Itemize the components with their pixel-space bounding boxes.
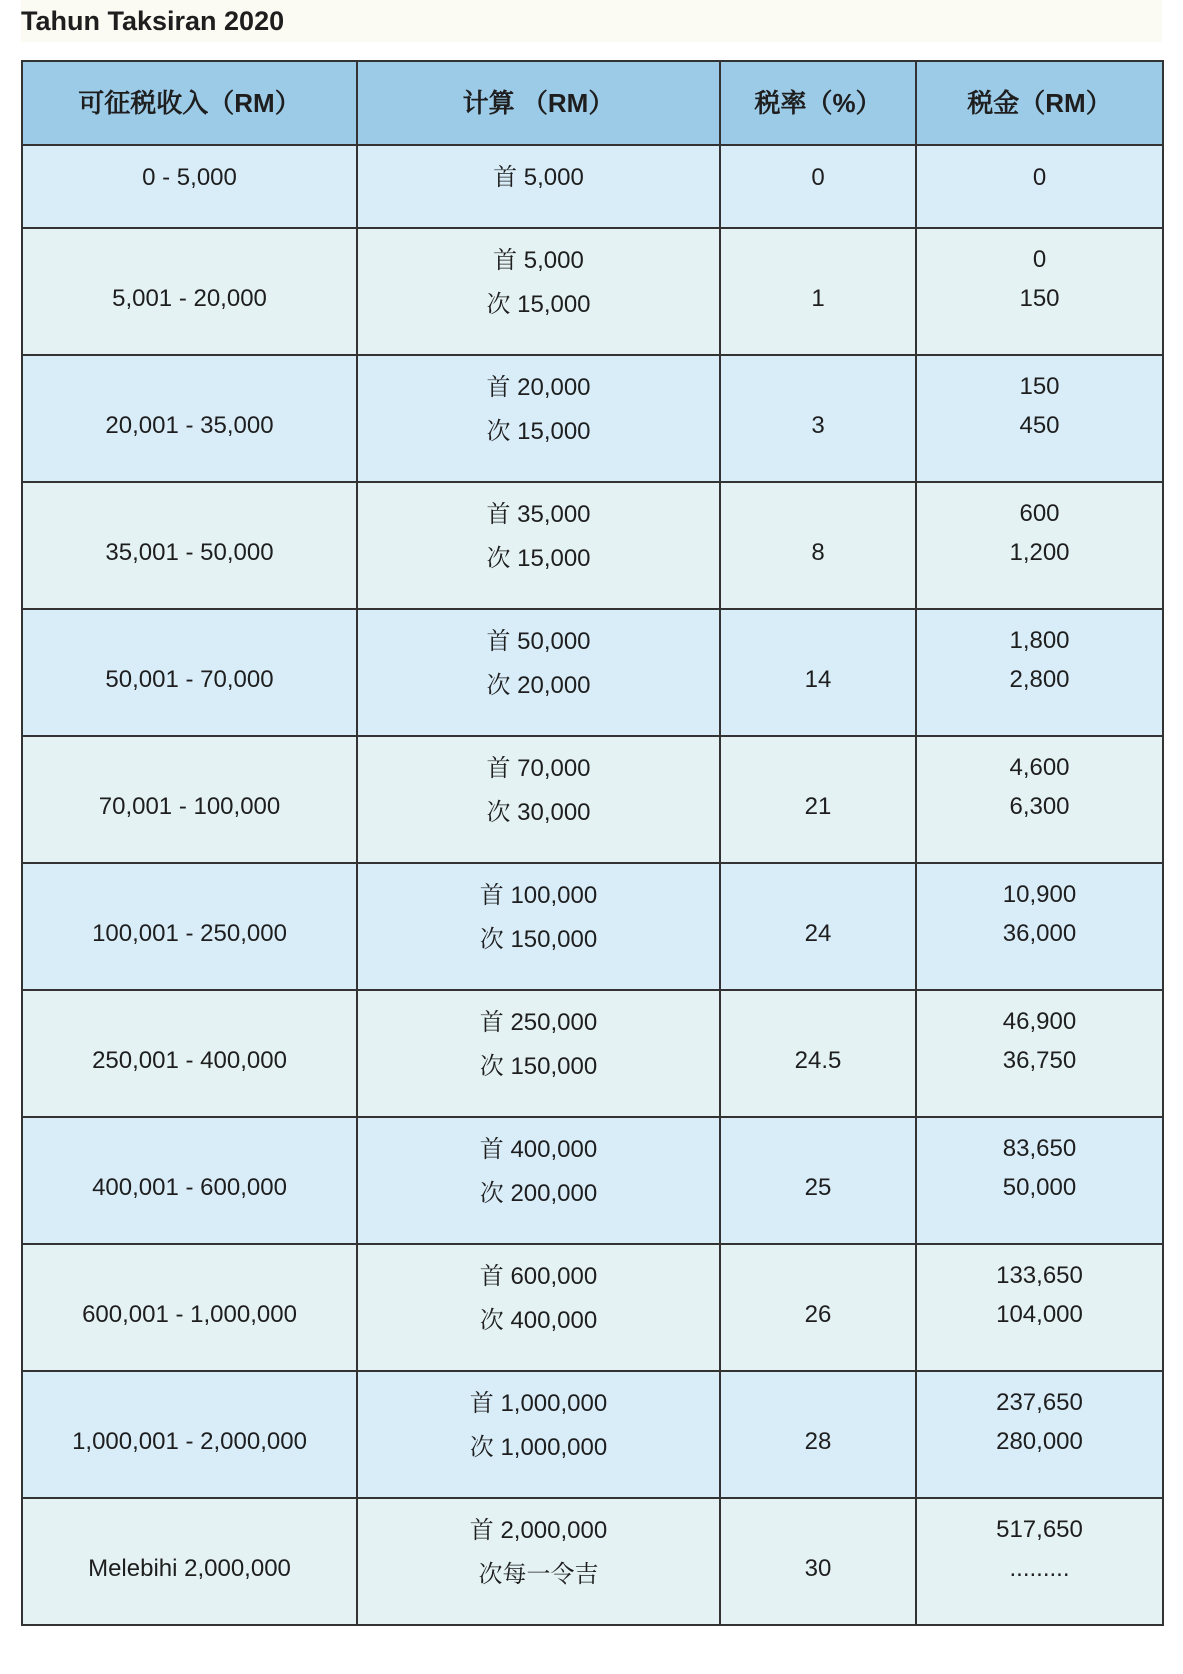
calculation-first-line: 首 250,000 <box>479 1009 598 1036</box>
tax-rate-cell: 25 <box>720 1117 916 1244</box>
calculation-first-line: 首 20,000 <box>486 374 591 401</box>
taxable-income-cell: 70,001 - 100,000 <box>22 736 357 863</box>
taxable-income-cell: 0 - 5,000 <box>22 145 357 228</box>
table-row <box>22 228 1163 355</box>
tax-amount-first-line: 133,650 <box>996 1262 1083 1289</box>
tax-amount-next-line: 6,300 <box>1009 793 1070 820</box>
calculation-cell <box>357 736 720 863</box>
tax-rate-cell: 24.5 <box>720 990 916 1117</box>
tax-amount-cell <box>916 609 1163 736</box>
table-row <box>22 355 1163 482</box>
tax-amount-next-line: 450 <box>1019 412 1060 439</box>
tax-amount-first-line: 517,650 <box>996 1516 1083 1543</box>
tax-amount-cell <box>916 1117 1163 1244</box>
calculation-cell <box>357 145 720 228</box>
tax-amount-next-line: 36,750 <box>1002 1047 1077 1074</box>
taxable-income-cell: 35,001 - 50,000 <box>22 482 357 609</box>
tax-amount-first-line: 10,900 <box>1002 881 1077 908</box>
calculation-first-line: 首 100,000 <box>479 882 598 909</box>
tax-rate-cell: 28 <box>720 1371 916 1498</box>
calculation-first-line: 首 600,000 <box>479 1263 598 1290</box>
calculation-cell <box>357 863 720 990</box>
tax-amount-cell <box>916 482 1163 609</box>
tax-rate-cell: 21 <box>720 736 916 863</box>
calculation-first-line: 首 50,000 <box>486 628 591 655</box>
tax-rate-table <box>21 60 1164 1626</box>
tax-rate-cell: 26 <box>720 1244 916 1371</box>
table-row <box>22 609 1163 736</box>
tax-amount-first-line: 150 <box>1019 373 1060 400</box>
calculation-cell <box>357 990 720 1117</box>
taxable-income-cell: 1,000,001 - 2,000,000 <box>22 1371 357 1498</box>
tax-amount-first-line: 1,800 <box>1009 627 1070 654</box>
calculation-first-line: 首 70,000 <box>486 755 591 782</box>
calculation-next-line: 次 15,000 <box>486 418 591 445</box>
calculation-next-line: 次 150,000 <box>479 1053 598 1080</box>
tax-amount-cell <box>916 1498 1163 1625</box>
tax-amount-first-line: 83,650 <box>1002 1135 1077 1162</box>
tax-amount-cell <box>916 228 1163 355</box>
table-header-row <box>22 61 1163 145</box>
calculation-next-line: 次 200,000 <box>479 1180 598 1207</box>
calculation-first-line: 首 35,000 <box>486 501 591 528</box>
table-row <box>22 863 1163 990</box>
taxable-income-cell: 20,001 - 35,000 <box>22 355 357 482</box>
tax-amount-next-line: 150 <box>1019 285 1060 312</box>
taxable-income-cell: 5,001 - 20,000 <box>22 228 357 355</box>
tax-amount-first-line: 237,650 <box>996 1389 1083 1416</box>
calculation-first-line: 首 2,000,000 <box>469 1517 608 1544</box>
table-row <box>22 482 1163 609</box>
table-row <box>22 736 1163 863</box>
tax-amount-next-line: 1,200 <box>1009 539 1070 566</box>
tax-amount-next-line: 104,000 <box>996 1301 1083 1328</box>
table-row <box>22 1498 1163 1625</box>
calculation-cell <box>357 228 720 355</box>
tax-rate-cell: 8 <box>720 482 916 609</box>
tax-rate-cell: 30 <box>720 1498 916 1625</box>
tax-amount-first-line: 46,900 <box>1002 1008 1077 1035</box>
calculation-first-line: 首 5,000 <box>493 247 584 274</box>
tax-amount-next-line: ......... <box>1009 1555 1070 1582</box>
tax-amount-next-line: 36,000 <box>1002 920 1077 947</box>
tax-amount-next-line: 50,000 <box>1002 1174 1077 1201</box>
taxable-income-cell: 100,001 - 250,000 <box>22 863 357 990</box>
table-row <box>22 1117 1163 1244</box>
calculation-first-line: 首 400,000 <box>479 1136 598 1163</box>
tax-amount-next-line: 2,800 <box>1009 666 1070 693</box>
taxable-income-cell: 400,001 - 600,000 <box>22 1117 357 1244</box>
tax-amount-cell <box>916 145 1163 228</box>
header-taxable-income: 可征税收入（RM） <box>22 61 357 145</box>
tax-rate-cell: 14 <box>720 609 916 736</box>
tax-amount-cell <box>916 990 1163 1117</box>
calculation-next-line: 次 15,000 <box>486 291 591 318</box>
calculation-next-line: 次 400,000 <box>479 1307 598 1334</box>
taxable-income-cell: 50,001 - 70,000 <box>22 609 357 736</box>
header-tax-amount: 税金（RM） <box>916 61 1163 145</box>
calculation-cell <box>357 609 720 736</box>
calculation-cell <box>357 355 720 482</box>
tax-amount-first-line: 0 <box>1032 163 1047 191</box>
table-row <box>22 990 1163 1117</box>
taxable-income-cell: Melebihi 2,000,000 <box>22 1498 357 1625</box>
calculation-cell <box>357 1371 720 1498</box>
tax-amount-first-line: 600 <box>1019 500 1060 527</box>
page-title: Tahun Taksiran 2020 <box>21 6 285 36</box>
calculation-next-line: 次 150,000 <box>479 926 598 953</box>
tax-rate-cell: 3 <box>720 355 916 482</box>
tax-rate-cell: 1 <box>720 228 916 355</box>
tax-amount-next-line: 280,000 <box>996 1428 1083 1455</box>
taxable-income-cell: 600,001 - 1,000,000 <box>22 1244 357 1371</box>
tax-amount-cell <box>916 736 1163 863</box>
calculation-first-line: 首 5,000 <box>493 163 584 191</box>
calculation-next-line: 次 15,000 <box>486 545 591 572</box>
tax-amount-cell <box>916 863 1163 990</box>
calculation-next-line: 次每一令吉 <box>478 1561 599 1588</box>
header-calculation: 计算 （RM） <box>357 61 720 145</box>
table-row <box>22 1244 1163 1371</box>
calculation-first-line: 首 1,000,000 <box>469 1390 608 1417</box>
tax-rate-cell: 24 <box>720 863 916 990</box>
calculation-cell <box>357 1244 720 1371</box>
calculation-next-line: 次 30,000 <box>486 799 591 826</box>
calculation-cell <box>357 1117 720 1244</box>
calculation-cell <box>357 1498 720 1625</box>
calculation-next-line: 次 1,000,000 <box>469 1434 608 1461</box>
calculation-cell <box>357 482 720 609</box>
calculation-next-line: 次 20,000 <box>486 672 591 699</box>
tax-amount-first-line: 4,600 <box>1009 754 1070 781</box>
tax-amount-cell <box>916 355 1163 482</box>
tax-amount-cell <box>916 1244 1163 1371</box>
taxable-income-cell: 250,001 - 400,000 <box>22 990 357 1117</box>
table-row <box>22 1371 1163 1498</box>
tax-amount-first-line: 0 <box>1032 246 1047 273</box>
tax-amount-cell <box>916 1371 1163 1498</box>
header-tax-rate: 税率（%） <box>720 61 916 145</box>
table-row <box>22 145 1163 228</box>
tax-rate-cell: 0 <box>720 145 916 228</box>
